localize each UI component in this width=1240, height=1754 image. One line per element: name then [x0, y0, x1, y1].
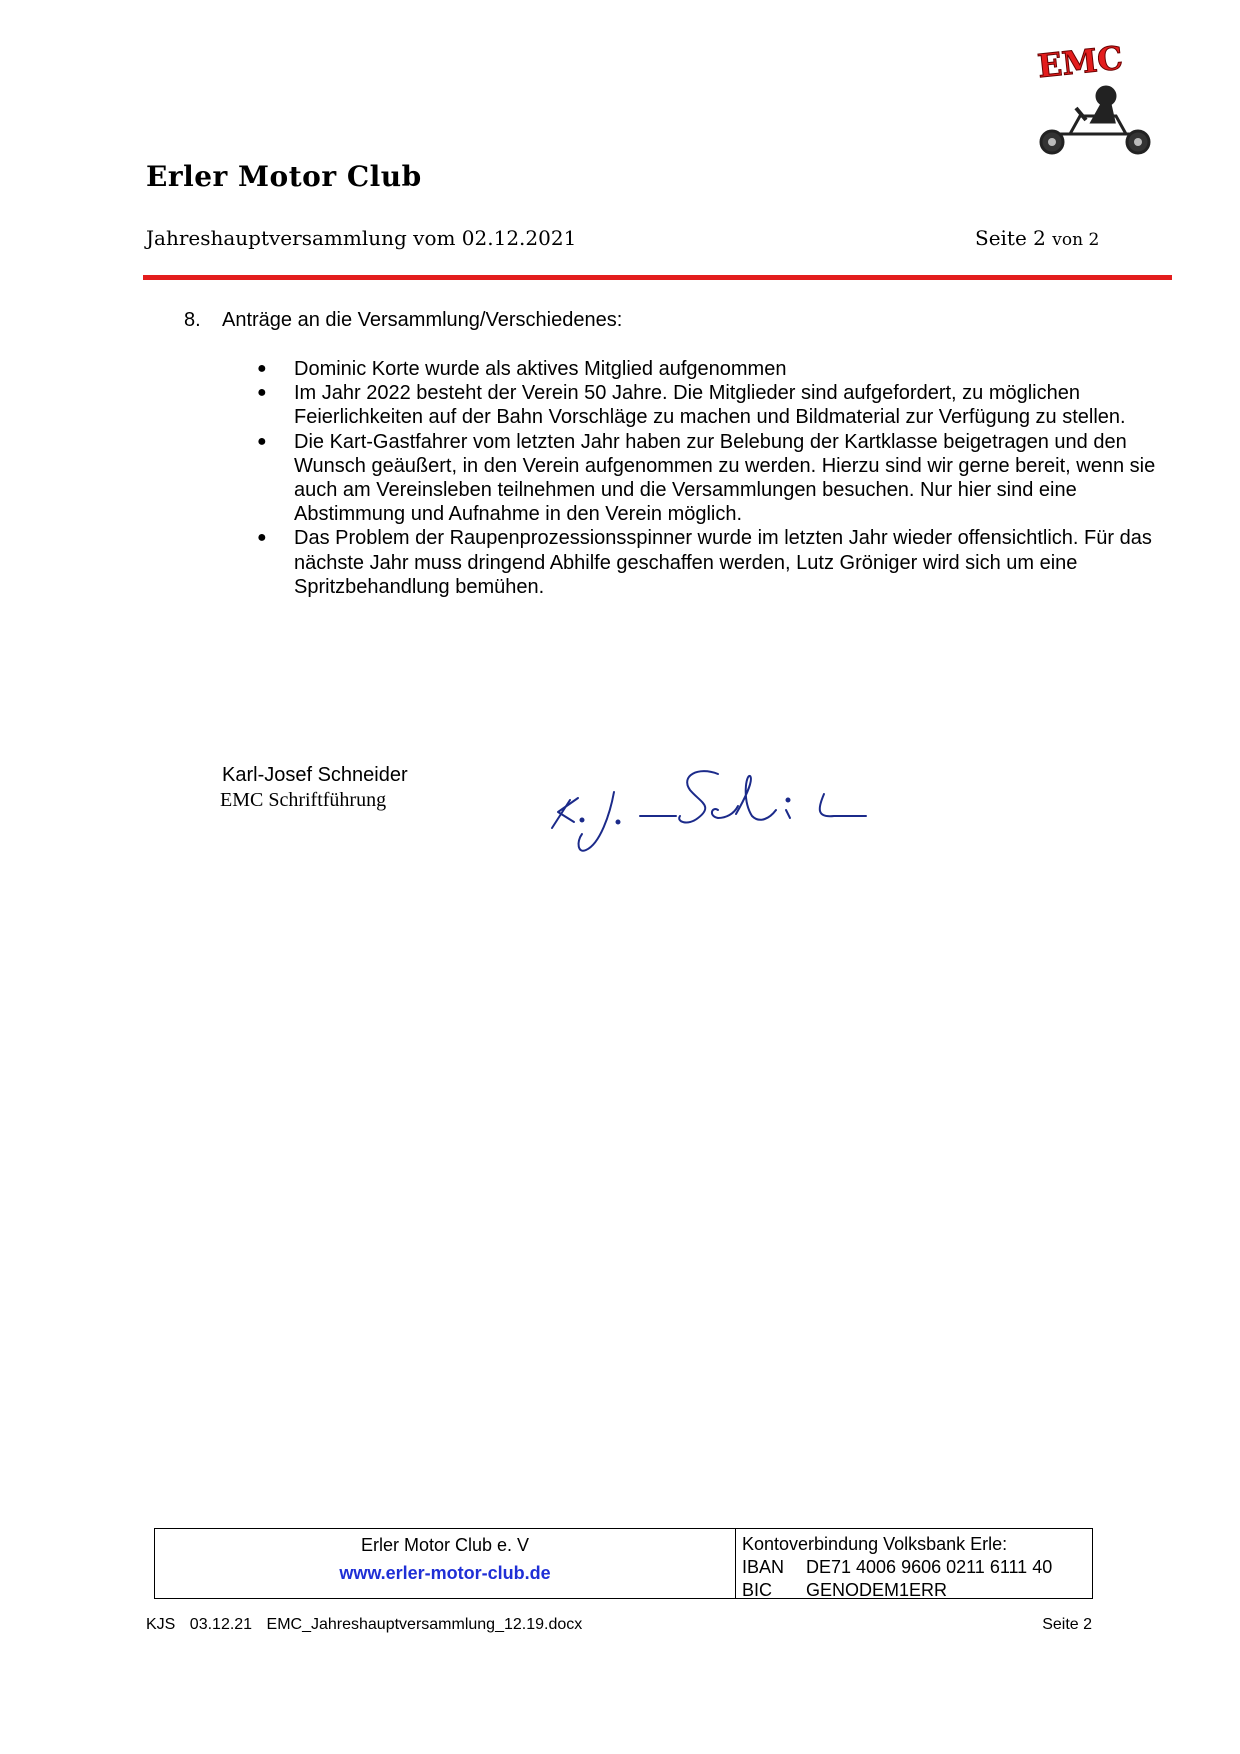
emc-logo: [1030, 38, 1160, 168]
iban-label: IBAN: [742, 1557, 785, 1577]
page-of: von 2: [1052, 230, 1100, 250]
section-number: 8.: [184, 309, 201, 331]
svg-text:EMC: EMC: [1035, 38, 1125, 86]
footer-box: [154, 1528, 1093, 1599]
bic-row: [742, 1579, 1092, 1602]
bullet-list: [256, 357, 1156, 599]
bullet-icon: ●: [257, 432, 267, 450]
bullet-icon: ●: [257, 384, 267, 402]
meeting-title: Jahreshauptversammlung vom 02.12.2021: [146, 226, 577, 250]
list-item: ● Die Kart-Gastfahrer vom letzten Jahr haben zur Belebung der Kartklasse beigetragen und den Wunsch geäußert, in den Verein aufgenommen zu werden. Hierzu sind wir gerne bereit, wenn sie auch am Vereinsleben teilnehmen und die Versammlungen besuchen. Nur hier sind eine Abstimmung und Aufnahme in den Verein möglich.: [257, 430, 1156, 526]
club-title: Erler Motor Club: [146, 160, 422, 193]
footer-website-link[interactable]: www.erler-motor-club.de: [339, 1563, 551, 1583]
section-title: Anträge an die Versammlung/Verschiedenes:: [222, 309, 623, 331]
signer-role: EMC Schriftführung: [220, 789, 387, 811]
list-item: ● Das Problem der Raupenprozessionsspinner wurde im letzten Jahr wieder offensichtlich. Für das nächste Jahr muss dringend Abhilfe geschaffen werden, Lutz Gröniger wird sich um eine Spritzbehandlung bemühen.: [257, 527, 1152, 598]
bullet-icon: ●: [257, 529, 267, 547]
bank-title: Kontoverbindung Volksbank Erle:: [742, 1534, 1008, 1554]
page-indicator: [975, 226, 1099, 250]
bullet-icon: ●: [257, 360, 267, 377]
handwritten-signature: [548, 760, 888, 870]
document-meta: [146, 1616, 1092, 1634]
footer-bank-cell: [736, 1529, 1092, 1598]
bic-label: BIC: [742, 1580, 773, 1600]
page-word: Seite 2: [975, 226, 1046, 250]
author-initials: KJS: [146, 1616, 176, 1633]
document-footer-line: [146, 1616, 1092, 1634]
page-number: Seite 2: [1042, 1616, 1092, 1633]
go-kart-icon: [1041, 87, 1149, 153]
signer-name: Karl-Josef Schneider: [222, 764, 408, 786]
list-item: ● Im Jahr 2022 besteht der Verein 50 Jahre. Die Mitglieder sind aufgefordert, zu möglichen Feierlichkeiten auf der Bahn Vorschläge zu machen und Bildmaterial zur Verfügung zu stellen.: [257, 382, 1126, 429]
footer-org-name: Erler Motor Club e. V: [360, 1535, 530, 1555]
bic-value: GENODEM1ERR: [806, 1580, 948, 1600]
document-date: 03.12.21: [189, 1616, 253, 1633]
list-item: ● Dominic Korte wurde als aktives Mitglied aufgenommen: [257, 358, 787, 380]
section-heading: [184, 308, 622, 332]
header-rule: [143, 275, 1172, 280]
iban-value: DE71 4006 9606 0211 6111 40: [806, 1557, 1053, 1577]
document-filename: EMC_Jahreshauptversammlung_12.19.docx: [266, 1616, 583, 1633]
footer-left-cell: [155, 1529, 736, 1598]
iban-row: [742, 1556, 1092, 1579]
